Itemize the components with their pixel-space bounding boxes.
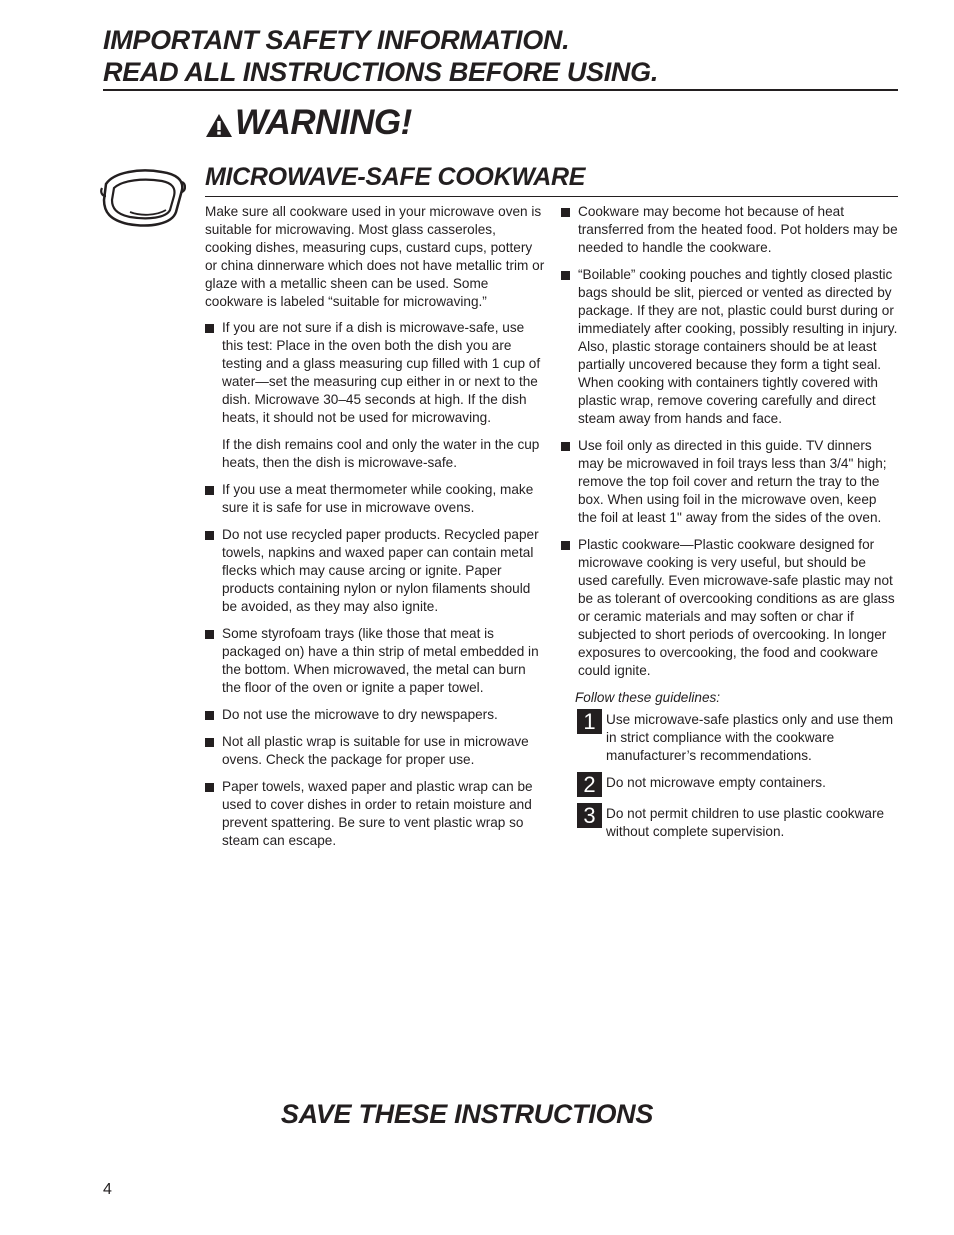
list-item: Not all plastic wrap is suitable for use in microwave ovens. Check the package for proper use.: [205, 733, 545, 769]
section-divider: [205, 196, 898, 197]
list-item: Paper towels, waxed paper and plastic wrap can be used to cover dishes in order to retain moisture and prevent spattering. Be sure to vent plastic wrap so steam can escape.: [205, 778, 545, 850]
bullet-square-icon: [561, 541, 570, 550]
warning-triangle-icon: [205, 113, 233, 138]
guideline-item: [561, 774, 898, 796]
guideline-item: [561, 805, 898, 841]
bullet-square-icon: [205, 738, 214, 747]
guideline-number: 2: [577, 772, 602, 797]
bullet-square-icon: [205, 486, 214, 495]
guideline-text: Do not microwave empty containers.: [606, 775, 826, 790]
guideline-text: Use microwave-safe plastics only and use them in strict compliance with the cookware manufacturer’s recommendations.: [606, 712, 894, 763]
warning-label: WARNING!: [235, 103, 412, 142]
bullet-square-icon: [205, 531, 214, 540]
list-item: Do not use recycled paper products. Recycled paper towels, napkins and waxed paper can contain metal flecks which may cause arcing or ignite. Paper products containing nylon or nylon filaments should be avoided, as they may also ignite.: [205, 526, 545, 616]
bullet-square-icon: [205, 783, 214, 792]
guideline-number: 3: [577, 803, 602, 828]
guidelines-label: Follow these guidelines:: [575, 690, 721, 705]
list-item: Some styrofoam trays (like those that meat is packaged on) have a thin strip of metal embedded in the bottom. When microwaved, the metal can burn the floor of the oven or ignite a paper towel.: [205, 625, 545, 697]
bullet-square-icon: [205, 711, 214, 720]
cookware-dish-icon: [100, 166, 186, 230]
section-title: MICROWAVE-SAFE COOKWARE: [205, 163, 586, 191]
sub-paragraph: If the dish remains cool and only the water in the cup heats, then the dish is microwave-safe.: [222, 437, 540, 470]
list-item: Plastic cookware—Plastic cookware designed for microwave cooking is very useful, but should be used carefully. Even microwave-safe plastic may not be as tolerant of overcooking conditions as are glass or ceramic materials and may soften or char if subjected to short periods of overcooking. In longer exposures to overcooking, the food and cookware could ignite.: [561, 536, 898, 680]
header-line-1: IMPORTANT SAFETY INFORMATION.: [103, 25, 570, 55]
right-column: [561, 203, 898, 850]
warning-heading: [205, 103, 412, 143]
save-instructions-heading: SAVE THESE INSTRUCTIONS: [280, 1099, 654, 1129]
page-number: 4: [103, 1181, 112, 1198]
bullet-square-icon: [205, 324, 214, 333]
list-item: If you are not sure if a dish is microwave-safe, use this test: Place in the oven both the dish you are testing and a glass measuring cup filled with 1 cup of water—set the measuring cup either in or next to the dish. Microwave 30–45 seconds at high. If the dish heats, it should not be used for microwaving.: [205, 319, 545, 427]
list-item: If you use a meat thermometer while cooking, make sure it is safe for use in microwave ovens.: [205, 481, 545, 517]
bullet-square-icon: [205, 630, 214, 639]
header-divider: [103, 89, 898, 91]
guideline-item: [561, 711, 898, 765]
left-column: [205, 203, 545, 859]
page-header: [103, 24, 658, 88]
guideline-number: 1: [577, 709, 602, 734]
bullet-square-icon: [561, 208, 570, 217]
bullet-square-icon: [561, 442, 570, 451]
guideline-text: Do not permit children to use plastic cookware without complete supervision.: [606, 806, 885, 839]
list-item: “Boilable” cooking pouches and tightly closed plastic bags should be slit, pierced or vented as directed by package. If they are not, plastic could burst during or immediately after cooking, possibly resulting in injury. Also, plastic storage containers should be at least partially uncovered because they form a tight seal. When cooking with containers tightly covered with plastic wrap, remove covering carefully and direct steam away from hands and face.: [561, 266, 898, 428]
intro-paragraph: Make sure all cookware used in your microwave oven is suitable for microwaving. Most glass casseroles, cooking dishes, measuring cups, custard cups, pottery or china dinnerware which does not have metallic trim or glaze with a metallic sheen can be used. Some cookware is labeled “suitable for microwaving.”: [205, 204, 545, 309]
list-item: Do not use the microwave to dry newspapers.: [205, 706, 545, 724]
bullet-square-icon: [561, 271, 570, 280]
header-line-2: READ ALL INSTRUCTIONS BEFORE USING.: [103, 57, 659, 87]
list-item: Use foil only as directed in this guide. TV dinners may be microwaved in foil trays less than 3/4" high; remove the top foil cover and return the tray to the box. When using foil in the microwave oven, keep the foil at least 1" away from the sides of the oven.: [561, 437, 898, 527]
list-item: Cookware may become hot because of heat transferred from the heated food. Pot holders may be needed to handle the cookware.: [561, 203, 898, 257]
